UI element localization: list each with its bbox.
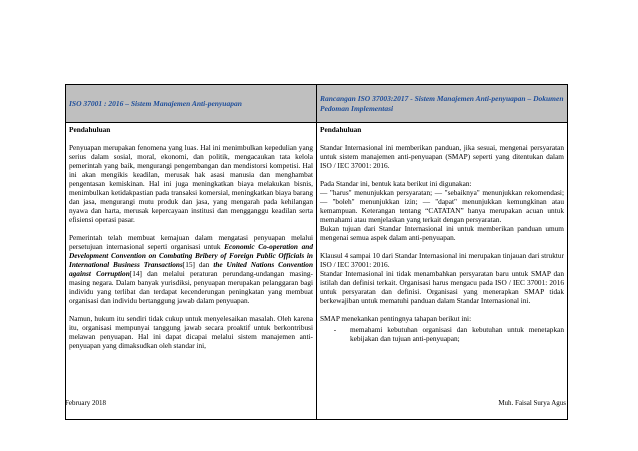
left-section-title: Pendahuluan	[69, 125, 111, 134]
right-column-cell	[317, 123, 568, 420]
comparison-table	[65, 84, 568, 420]
right-paragraph-1: Standar Internasional ini memberikan panduan, jika sesuai, mengenai persyaratan untuk sistem manajemen anti-penyuapan (SMAP) seperti yang ditentukan dalam ISO / IEC 37001: 2016.	[320, 143, 564, 170]
table-header-row	[66, 85, 568, 123]
list-item-text: memahami kebutuhan organisasi dan kebutuhan untuk menetapkan kebijakan dan tujuan anti-penyuapan;	[350, 325, 564, 343]
left-p2-oecd-convention: Economic Co-operation and Development Convention on Combating Bribery of Foreign Public Officials in International Business Transactions	[69, 242, 313, 269]
right-p2-line-1: Pada Standar ini, bentuk kata berikut ini digunakan:	[320, 179, 472, 188]
right-p2-line-2: — "harus" menunjukkan persyaratan; — "sebaiknya" menunjukkan rekomendasi; — "boleh" menunjukkan izin; — "dapat" menunjukkan kemungkinan atau kemampuan. Keterangan tentang “CATATAN” hanya merupakan acuan untuk memahami atau menjelaskan yang terkait dengan persyaratan.	[320, 188, 564, 224]
right-paragraph-3	[320, 251, 564, 305]
footer-date: February 2018	[65, 399, 107, 407]
left-column-cell	[66, 123, 317, 420]
right-p3-line-1: Klausul 4 sampai 10 dari Standar Internasional ini merupakan tinjauan dari struktur ISO / IEC 37001: 2016.	[320, 251, 564, 269]
left-paragraph-1: Penyuapan merupakan fenomena yang luas. Hal ini menimbulkan kepedulian yang serius dalam sosial, moral, ekonomi, dan politik, mengacaukan tata kelola pemerintah yang baik, mengurangi pengembangan dan mendistorsi kompetisi. Hal ini akan mengikis keadilan, merusak hak asasi manusia dan menghambat pengentasan kemiskinan. Hal ini juga meningkatkan biaya melakukan bisnis, menimbulkan ketidakpastian pada transaksi komersial, meningkatkan biaya barang dan jasa, mengurangi mutu produk dan jasa, yang mengarah pada kehilangan nyawa dan harta, merusak kepercayaan institusi dan mengganggu keadilan serta efisiensi operasi pasar.	[69, 143, 313, 224]
right-p2-line-3: Bukan tujuan dari Standar Internasional ini untuk memberikan panduan umum mengenai semua aspek dalam anti-penyuapan.	[320, 224, 564, 242]
footer-author: Muh. Faisal Surya Agus	[498, 399, 566, 407]
table-body-row	[66, 123, 568, 420]
left-paragraph-2	[69, 233, 313, 305]
left-p2-un-convention: the United Nations Convention against Corruption	[69, 260, 314, 278]
list-item	[320, 325, 564, 343]
left-p2-text-c: [15] dan	[182, 260, 214, 269]
right-section-title: Pendahuluan	[320, 125, 362, 134]
right-p3-line-2: Standar Internasional ini tidak menambahkan persyaratan baru untuk SMAP dan istilah dan definisi terkait. Organisasi harus mengacu pada ISO / IEC 37001: 2016 untuk persyaratan dan definisi. Organisasi yang menerapkan SMAP tidak berkewajiban untuk mematuhi panduan dalam Standar Internasional ini.	[320, 269, 564, 305]
left-p2-text-e: [14] dan melalui peraturan perundang-undangan masing-masing negara. Dalam banyak yurisdiksi, penyuapan merupakan pelanggaran bagi individu yang terlibat dan terdapat kecenderungan peningkatan yang membuat organisasi dan individu bertanggung jawab dalam penyuapan.	[69, 269, 313, 305]
left-paragraph-3: Namun, hukum itu sendiri tidak cukup untuk menyelesaikan masalah. Oleh karena itu, organisasi mempunyai tanggung jawab secara proaktif untuk berkontribusi melawan penyuapan. Hal ini dapat dicapai melalui sistem manajemen anti-penyuapan yang dimaksudkan oleh standar ini,	[69, 314, 313, 350]
list-dash: -	[333, 325, 337, 334]
right-paragraph-2	[320, 179, 564, 242]
right-paragraph-4: SMAP menekankan pentingnya tahapan berikut ini:	[320, 314, 472, 323]
header-left-cell: ISO 37001 : 2016 – Sistem Manajemen Anti-penyuapan	[66, 85, 317, 123]
left-p2-text-a: Pemerintah telah membuat kemajuan dalam mengatasi penyuapan melalui persetujuan internasional seperti organisasi untuk	[69, 233, 313, 251]
header-right-cell: Rancangan ISO 37003:2017 - Sistem Manajemen Anti-penyuapan – Dokumen Pedoman Implementasi	[317, 85, 568, 123]
